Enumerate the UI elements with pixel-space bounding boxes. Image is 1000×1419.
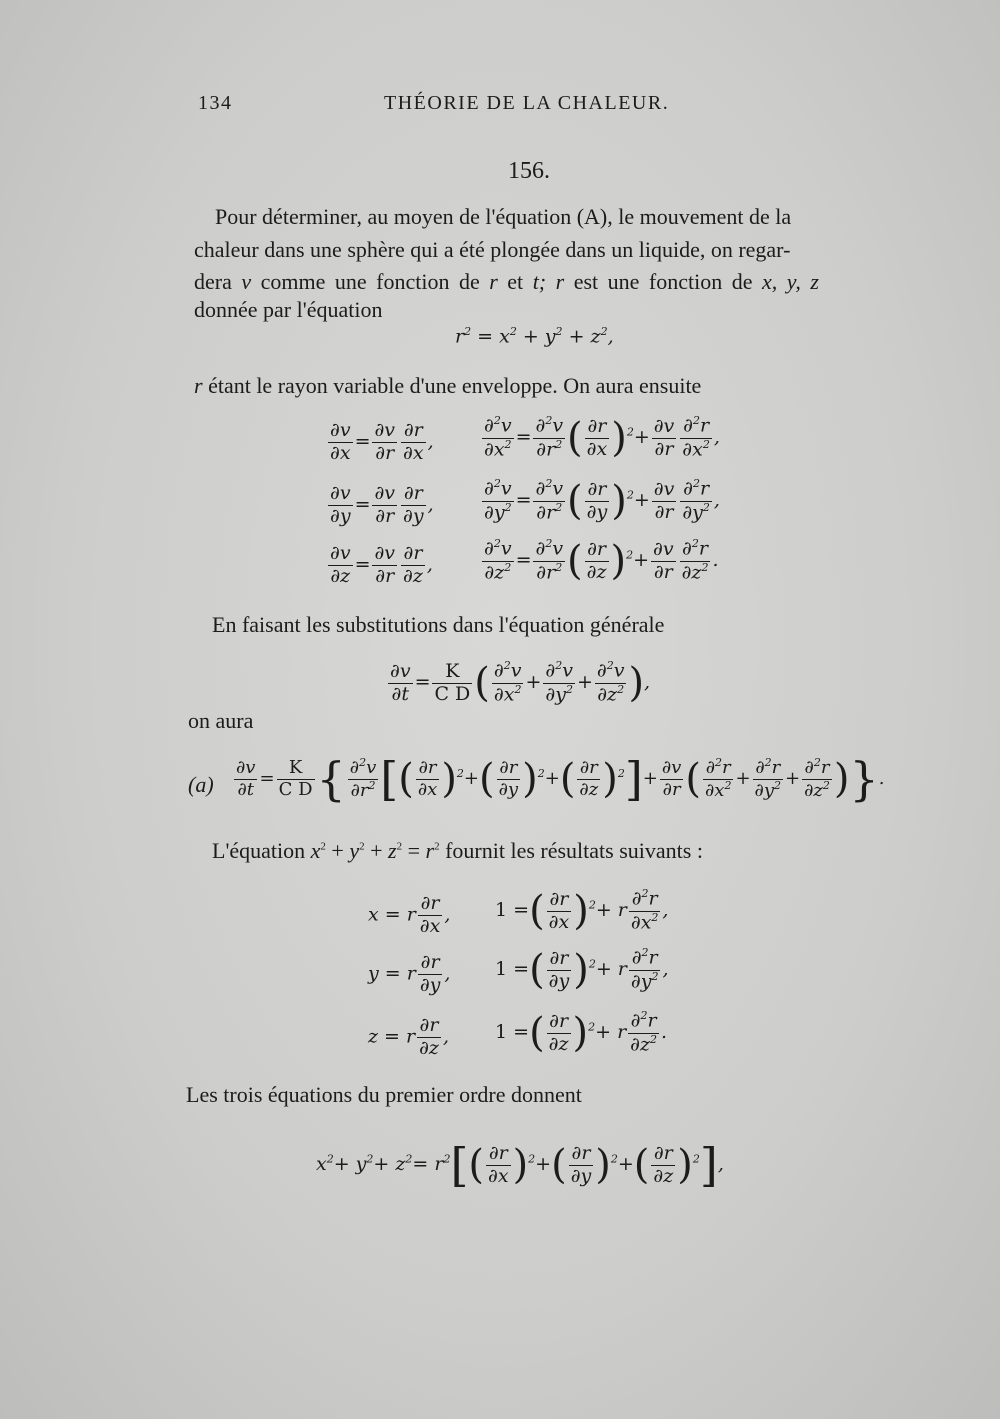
paragraph-line: En faisant les substitutions dans l'équation générale bbox=[212, 612, 665, 637]
equation-dvdy: $\frac{\partial v}{\partial y}$ = $\frac{\partial v}{\partial r}$ $\frac{\partial r}{\partial y}$ , bbox=[330, 482, 434, 527]
equation-z-result-2: 1 =( $\frac{\partial r}{\partial z}$ )$^2$+ r $\frac{\partial^2r}{\partial z^2}$ . bbox=[495, 1009, 668, 1056]
running-title: THÉORIE DE LA CHALEUR. bbox=[384, 92, 670, 114]
paragraph-line: dera v comme une fonction de r et t; r est une fonction de x, y, z bbox=[194, 269, 819, 294]
section-number: 156. bbox=[508, 158, 550, 184]
equation-general: $\frac{\partial v}{\partial t}$ = $\frac{K}{\text{C D}}$ ( $\frac{\partial^2v}{\partial x^2}$ + $\frac{\partial^2v}{\partial y^2}$ + $\frac{\partial^2v}{\partial z^2}$ ), bbox=[390, 659, 651, 706]
paragraph-line: L'équation $x^2 + y^2 + z^2 = r^2$ fournit les résultats suivants : bbox=[212, 838, 703, 863]
paragraph-line: r étant le rayon variable d'une enveloppe. On aura ensuite bbox=[194, 373, 702, 398]
equation-dvdx: $\frac{\partial v}{\partial x}$ = $\frac{\partial v}{\partial r}$ $\frac{\partial r}{\partial x}$ , bbox=[330, 419, 434, 464]
equation-sum-squares: $x^2+ y^2+ z^2= r^2$[( $\frac{\partial r}{\partial x}$ )$^2$+( $\frac{\partial r}{\partial y}$ )$^2$+( $\frac{\partial r}{\partial z}$ )$^2$], bbox=[316, 1138, 724, 1192]
equation-y-result: y = r $\frac{\partial r}{\partial y}$ , bbox=[368, 951, 451, 996]
equation-r-squared: $r^2 = x^2 + y^2 + z^2$, bbox=[455, 325, 614, 348]
equation-y-result-2: 1 =( $\frac{\partial r}{\partial y}$ )$^2$+ r $\frac{\partial^2r}{\partial y^2}$ , bbox=[495, 946, 669, 993]
equation-z-result: z = r $\frac{\partial r}{\partial z}$ , bbox=[368, 1014, 449, 1059]
page-number: 134 bbox=[198, 92, 233, 114]
equation-x-result-2: 1 =( $\frac{\partial r}{\partial x}$ )$^2$+ r $\frac{\partial^2r}{\partial x^2}$ , bbox=[495, 887, 669, 934]
equation-d2vdz2: $\frac{\partial^2v}{\partial z^2}$ = $\frac{\partial^2v}{\partial r^2}$ ( $\frac{\partial r}{\partial z}$ )$^2$+ $\frac{\partial v}{\partial r}$ $\frac{\partial^2r}{\partial z^2}$ . bbox=[484, 537, 719, 584]
equation-x-result: x = r $\frac{\partial r}{\partial x}$ , bbox=[368, 892, 451, 937]
equation-a: $\frac{\partial v}{\partial t}$ = $\frac{K}{\text{C D}}$ { $\frac{\partial^2v}{\partial r^2}$ [( $\frac{\partial r}{\partial x}$ )$^2$+( $\frac{\partial r}{\partial y}$ )$^2$+( $\frac{\partial r}{\partial z}$ )$^2$]+ $\frac{\partial v}{\partial r}$ ( $\frac{\partial^2r}{\partial x^2}$ + $\frac{\partial^2r}{\partial y^2}$ + $\frac{\partial^2r}{\partial z^2}$ )}. bbox=[236, 752, 885, 806]
equation-dvdz: $\frac{\partial v}{\partial z}$ = $\frac{\partial v}{\partial r}$ $\frac{\partial r}{\partial z}$ , bbox=[330, 542, 433, 587]
equation-label: (a) bbox=[188, 772, 214, 797]
paragraph-line: Pour déterminer, au moyen de l'équation (A), le mouvement de la bbox=[215, 204, 792, 229]
paragraph-line: Les trois équations du premier ordre donnent bbox=[186, 1082, 582, 1107]
paragraph-line: on aura bbox=[188, 708, 254, 733]
equation-d2vdx2: $\frac{\partial^2v}{\partial x^2}$ = $\frac{\partial^2v}{\partial r^2}$ ( $\frac{\partial r}{\partial x}$ )$^2$+ $\frac{\partial v}{\partial r}$ $\frac{\partial^2r}{\partial x^2}$ , bbox=[484, 414, 720, 461]
paragraph-line: donnée par l'équation bbox=[194, 297, 383, 322]
paragraph-line: chaleur dans une sphère qui a été plongée dans un liquide, on regar- bbox=[194, 237, 791, 262]
equation-d2vdy2: $\frac{\partial^2v}{\partial y^2}$ = $\frac{\partial^2v}{\partial r^2}$ ( $\frac{\partial r}{\partial y}$ )$^2$+ $\frac{\partial v}{\partial r}$ $\frac{\partial^2r}{\partial y^2}$ , bbox=[484, 477, 720, 524]
